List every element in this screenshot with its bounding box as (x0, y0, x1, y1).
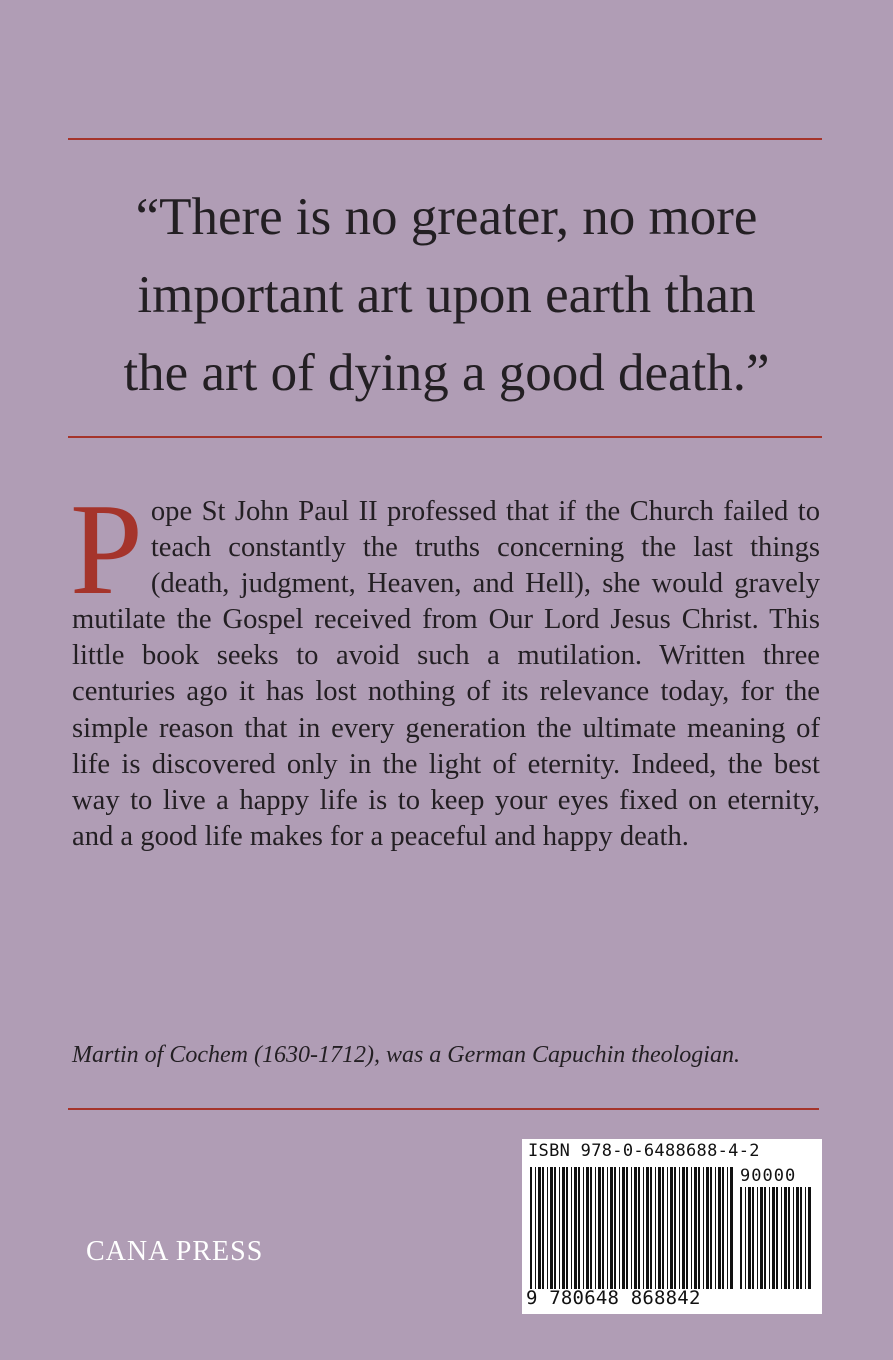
barcode-bar (740, 1187, 742, 1289)
barcode-bar (715, 1167, 716, 1289)
barcode-bar (547, 1167, 548, 1289)
barcode-bar (662, 1167, 664, 1289)
barcode-bar (691, 1167, 692, 1289)
barcode-bar (796, 1187, 799, 1289)
barcode-bar (595, 1167, 596, 1289)
barcode-bar (667, 1167, 668, 1289)
barcode-bar (686, 1167, 688, 1289)
barcode-bar (718, 1167, 721, 1289)
barcode-bar (764, 1187, 766, 1289)
barcode-bar (610, 1167, 613, 1289)
barcode-bar (670, 1167, 673, 1289)
barcode-bar (674, 1167, 676, 1289)
isbn-barcode (522, 1139, 822, 1314)
barcode-bar (752, 1187, 754, 1289)
barcode-bar (703, 1167, 704, 1289)
barcode-bar (559, 1167, 560, 1289)
barcode-bar (658, 1167, 661, 1289)
barcode-bar (542, 1167, 544, 1289)
barcode-bar (538, 1167, 541, 1289)
barcode-bar (562, 1167, 565, 1289)
price-code: 90000 (740, 1166, 797, 1186)
barcode-bar (727, 1167, 728, 1289)
quote-line: “There is no greater, no more (135, 188, 758, 246)
barcode-bar (590, 1167, 592, 1289)
barcode-bar (772, 1187, 775, 1289)
barcode-bar (679, 1167, 680, 1289)
barcode-bar (710, 1167, 712, 1289)
barcode-bar (805, 1187, 806, 1289)
barcode-bar (578, 1167, 580, 1289)
bottom-divider (68, 1108, 819, 1110)
barcode-bar (602, 1167, 604, 1289)
barcode-bar (535, 1167, 536, 1289)
barcode-bar (808, 1187, 811, 1289)
barcode-bar (769, 1187, 770, 1289)
publisher-logo: CANA PRESS (86, 1236, 264, 1267)
pull-quote (60, 178, 833, 412)
drop-cap: P (70, 477, 143, 622)
barcode-bar (788, 1187, 790, 1289)
barcode-bar (598, 1167, 601, 1289)
barcode-bar (554, 1167, 556, 1289)
barcode-bar (800, 1187, 802, 1289)
barcode-bar (622, 1167, 625, 1289)
quote-line: important art upon earth than (137, 266, 756, 324)
barcode-bar (682, 1167, 685, 1289)
barcode-bar (619, 1167, 620, 1289)
book-description (70, 477, 820, 855)
barcode-bar (781, 1187, 782, 1289)
isbn-label: ISBN 978-0-6488688-4-2 (528, 1141, 760, 1161)
barcode-bar (586, 1167, 589, 1289)
barcode-bar (614, 1167, 616, 1289)
barcode-bar (634, 1167, 637, 1289)
ean-barcode-bars (530, 1167, 734, 1289)
barcode-bar (650, 1167, 652, 1289)
barcode-bar (638, 1167, 640, 1289)
barcode-bar (631, 1167, 632, 1289)
barcode-bar (694, 1167, 697, 1289)
addon-barcode-bars (740, 1187, 812, 1289)
barcode-bar (706, 1167, 709, 1289)
top-divider (68, 138, 822, 140)
barcode-bar (530, 1167, 532, 1289)
barcode-bar (760, 1187, 763, 1289)
barcode-bar (748, 1187, 751, 1289)
description-text: ope St John Paul II professed that if the Church failed to teach constantly the truths concerning the last things (death, judgment, Heaven, and Hell), she would gravely mutilate the Gospel received from Our Lord Jesus Christ. This little book seeks to avoid such a mutilation. Written three centuries ago it has lost nothing of its relevance today, for the simple reason that in every generation the ultimate meaning of life is discovered only in the light of eternity. Indeed, the best way to live a happy life is to keep your eyes fixed on eternity, and a good life makes for a peaceful and happy death. (72, 496, 820, 852)
barcode-bar (698, 1167, 700, 1289)
barcode-bar (607, 1167, 608, 1289)
barcode-bar (793, 1187, 794, 1289)
author-note: Martin of Cochem (1630-1712), was a German Capuchin theologian. (72, 1042, 740, 1068)
middle-divider (68, 436, 822, 438)
barcode-bar (571, 1167, 572, 1289)
barcode-bar (583, 1167, 584, 1289)
barcode-bar (730, 1167, 733, 1289)
barcode-bar (626, 1167, 628, 1289)
quote-line: the art of dying a good death.” (123, 344, 770, 402)
barcode-bar (643, 1167, 644, 1289)
barcode-bar (745, 1187, 746, 1289)
ean-digits: 9 780648 868842 (526, 1287, 701, 1309)
barcode-bar (574, 1167, 577, 1289)
barcode-bar (550, 1167, 553, 1289)
barcode-bar (566, 1167, 568, 1289)
barcode-bar (655, 1167, 656, 1289)
barcode-bar (776, 1187, 778, 1289)
barcode-bar (646, 1167, 649, 1289)
barcode-bar (722, 1167, 724, 1289)
barcode-bar (757, 1187, 758, 1289)
barcode-bar (784, 1187, 787, 1289)
